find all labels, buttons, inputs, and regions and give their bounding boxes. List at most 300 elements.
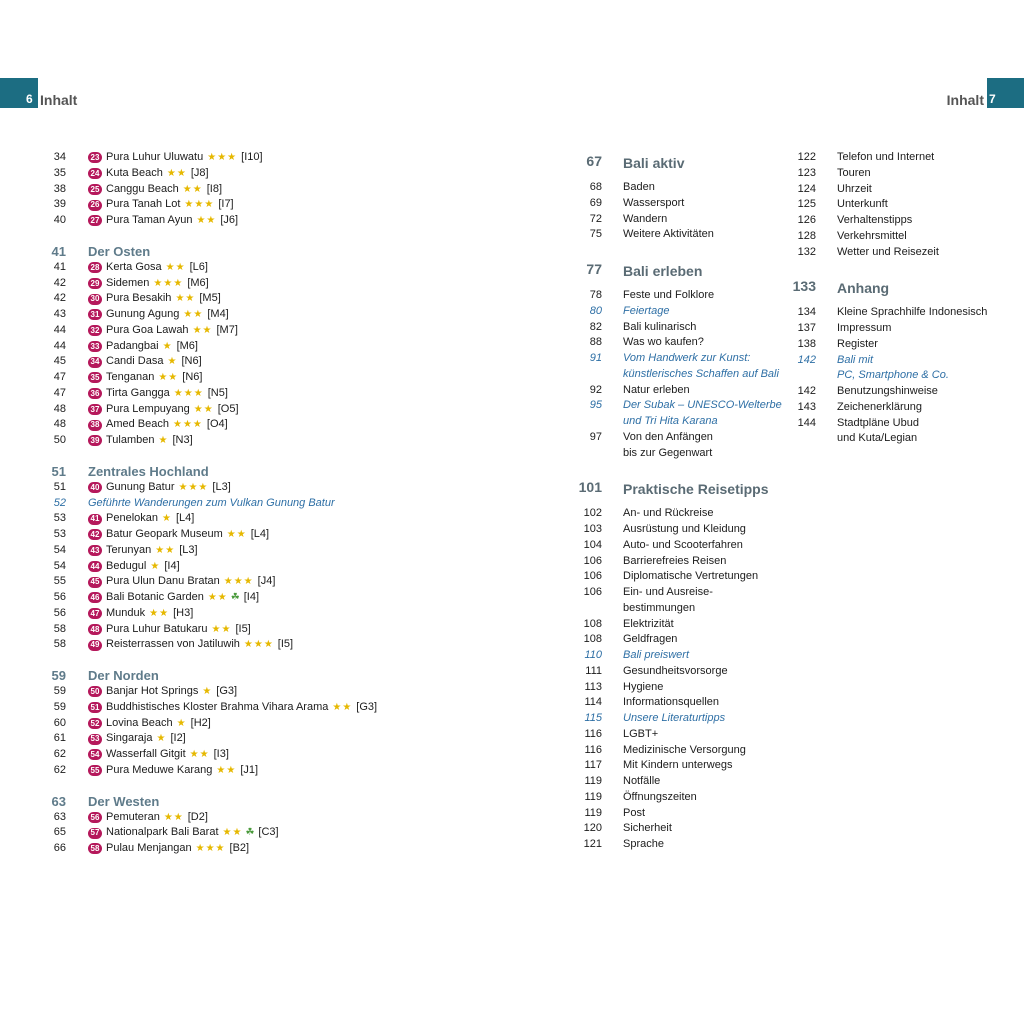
rating-stars-icon: ★★ [158,372,179,383]
entry-title: Der Subak – UNESCO-Welterbe [623,399,782,412]
entry-text-group [623,446,712,462]
entry-title: Hygiene [623,680,664,693]
toc-entry[interactable] [0,569,782,585]
toc-entry[interactable] [0,416,987,432]
entry-text-group [837,197,888,213]
toc-entry[interactable] [0,695,782,711]
entry-title: Geldfragen [623,633,678,646]
page-number: 115 [584,712,602,724]
rating-stars-icon: ★ [162,513,172,525]
toc-entry[interactable] [0,601,782,617]
entry-title: Wetter und Reisezeit [837,245,939,258]
entry-title: Informationsquellen [623,696,720,709]
entry-title: Candi Dasa [106,355,164,368]
sight-number-badge: 43 [88,545,102,556]
entry-title: Anhang [837,280,890,297]
map-grid-reference: [M4] [207,308,229,320]
entry-title: Wasserfall Gitgit [106,748,186,760]
rating-stars-icon: ★★ [189,749,210,760]
entry-title: Pulau Menjangan [106,842,192,854]
map-grid-reference: [J6] [220,214,239,226]
entry-text-group [623,632,677,648]
entry-title: LGBT+ [623,727,659,740]
sight-number-badge: 45 [88,577,102,588]
sight-number-badge: 27 [88,215,102,226]
toc-entry[interactable] [0,806,782,822]
page-number: 88 [589,336,602,349]
header-right [947,78,1024,108]
toc-entry[interactable] [0,837,782,853]
entry-title: Batur Geopark Museum [106,528,223,540]
entry-title: Telefon und Internet [837,151,935,163]
rating-stars-icon: ★★ [196,215,217,226]
entry-title: Tirta Gangga [106,386,170,399]
entry-title: und Tri Hita Karana [623,415,718,427]
entry-text-group [623,695,719,711]
entry-title: Ein- und Ausreise- [623,586,713,598]
entry-text-group [837,353,873,369]
toc-entry[interactable] [0,774,782,790]
page-number: 48 [53,402,66,415]
map-grid-reference: [H3] [173,606,194,619]
sight-number-badge: 31 [88,309,102,320]
page-number: 123 [797,166,816,179]
page-number: 58 [53,622,66,635]
page-number: 67 [586,153,602,169]
toc-entry[interactable] [0,182,987,198]
entry-text-group [623,538,743,554]
page-number: 120 [583,822,602,835]
toc-entry[interactable] [0,617,782,633]
page-number: 52 [53,496,66,509]
map-grid-reference: [I10] [241,151,263,163]
map-grid-reference: [I5] [277,638,294,651]
entry-title: Pura Besakih [106,292,172,305]
toc-entry[interactable] [0,305,987,321]
page-number: 34 [53,151,66,163]
entry-title: Pura Lempuyang [106,402,190,415]
page-number: 45 [53,355,66,368]
map-grid-reference: [M7] [216,323,238,336]
rating-stars-icon: ★★ [216,764,237,776]
entry-title: Amed Beach [106,418,169,431]
page-number: 65 [53,826,66,839]
entry-text-group [623,727,658,743]
sight-number-badge: 39 [88,435,102,446]
toc-entry[interactable] [0,554,782,570]
entry-title: Vom Handwerk zur Kunst: [623,352,751,364]
page-number: 42 [53,276,66,289]
entry-text-group [837,337,878,353]
entry-title: Touren [837,166,871,179]
entry-title: Wandern [623,212,668,225]
entry-title: Register [837,337,878,350]
entry-title: Bali kulinarisch [623,320,697,333]
entry-title: Pemuteran [106,810,160,823]
page-number-left: 6 [0,78,38,108]
sight-number-badge: 29 [88,278,102,289]
entry-title: Tulamben [106,434,155,446]
sight-number-badge: 30 [88,294,102,305]
entry-title: Tenganan [106,371,155,383]
entry-text-group [623,476,769,502]
page-number: 95 [589,399,602,412]
page-number: 116 [584,743,602,756]
entry-title: Nationalpark Bali Barat [106,826,219,839]
header-left [0,78,77,108]
entry-title: Praktische Reisetipps [623,481,769,498]
sight-number-badge: 55 [88,765,102,776]
toc-entry[interactable] [0,384,987,400]
page-number: 97 [589,430,602,443]
entry-title: künstlerisches Schaffen auf Bali [623,367,779,380]
entry-title: Zeichenerklärung [837,400,922,413]
page-number: 142 [797,353,816,366]
entry-text-group [623,648,689,664]
sight-number-badge: 44 [88,561,102,572]
entry-text-group [623,601,695,617]
rating-stars-icon: ★★ [211,623,232,635]
page-number: 41 [51,243,66,259]
sight-number-badge: 52 [88,718,102,729]
entry-title: Sidemen [106,276,150,289]
page-number: 82 [589,320,602,333]
page-number: 119 [584,775,602,787]
toc-entry[interactable] [0,585,782,601]
entry-text-group [837,166,871,182]
map-grid-reference: [G3] [216,685,238,697]
toc-column-3 [0,150,987,447]
sight-number-badge: 26 [88,200,102,211]
rating-stars-icon: ★★ [166,167,187,179]
map-grid-reference: [J4] [257,575,276,588]
toc-entry[interactable] [0,337,987,353]
page-number: 51 [51,463,66,479]
map-grid-reference: [I8] [206,182,223,195]
entry-title: Wassersport [623,196,685,209]
page-number [780,368,816,384]
page-number: 106 [583,586,602,598]
sight-number-badge: 56 [88,812,102,823]
entry-title: Kuta Beach [106,166,163,179]
entry-title: Öffnungszeiten [623,790,697,803]
rating-stars-icon: ★ [156,733,167,745]
map-grid-reference: [I3] [213,748,229,760]
toc-entry[interactable] [0,431,987,447]
map-grid-reference: [I4] [243,591,260,603]
page-number: 56 [53,606,66,619]
entry-title: Bali erleben [623,263,703,279]
toc-entry[interactable] [0,790,782,806]
page-number: 50 [53,434,66,446]
toc-entry[interactable] [0,727,782,743]
sight-number-badge: 57 [88,828,102,839]
entry-title: bis zur Gegenwart [623,446,713,459]
page-number: 62 [53,748,66,760]
section-heading [0,275,987,301]
rating-stars-icon: ★★ [155,544,176,556]
entry-text-group [623,522,746,538]
rating-stars-icon: ★★ [226,529,247,540]
entry-title: Reisterrassen von Jatiluwih [106,638,240,651]
rating-stars-icon: ★★ [149,607,170,619]
sight-number-badge: 24 [88,168,102,179]
page-number: 122 [797,151,816,163]
entry-text-group [623,569,758,585]
page-number: 54 [53,559,66,572]
map-grid-reference: [N6] [181,355,202,368]
map-grid-reference: [O5] [217,402,239,415]
entry-title: Was wo kaufen? [623,336,704,349]
rating-stars-icon: ★★ [175,293,196,305]
entry-title: An- und Rückreise [623,507,714,520]
entry-text-group [623,806,645,822]
toc-entry[interactable] [0,400,987,416]
rating-stars-icon: ★★★ [243,639,274,651]
rating-stars-icon: ★ [167,356,178,368]
toc-entry[interactable] [0,758,782,774]
page-number [566,601,602,617]
page-number: 59 [53,700,66,713]
page-number: 110 [584,649,602,661]
entry-text-group [623,506,714,522]
toc-entry[interactable] [0,680,782,696]
toc-entry[interactable] [0,245,987,261]
entry-title: Bali aktiv [623,155,685,171]
sight-number-badge: 48 [88,624,102,635]
map-grid-reference: [I2] [170,732,186,745]
entry-title: Feste und Folklore [623,289,715,301]
entry-title: Notfälle [623,775,661,787]
map-grid-reference: [I7] [218,198,234,211]
entry-title: und Kuta/Legian [837,432,918,445]
page-number: 72 [589,212,602,225]
toc-entry[interactable] [0,213,987,229]
entry-text-group [837,182,872,198]
page-number: 51 [53,480,66,493]
page-number: 43 [53,308,66,320]
entry-title: Diplomatische Vertretungen [623,570,759,583]
entry-title: Gunung Batur [106,480,175,493]
page-number: 63 [53,810,66,823]
page-number: 35 [53,166,66,179]
entry-title: PC, Smartphone & Co. [837,369,949,382]
page-number: 66 [53,842,66,854]
page-number: 119 [584,806,602,819]
entry-title: Unterkunft [837,198,888,211]
page-number: 54 [53,543,66,556]
sight-number-badge: 37 [88,404,102,415]
page-number: 125 [797,198,816,211]
entry-text-group [623,711,725,727]
entry-title: Bedugul [106,559,147,572]
entry-text-group [837,416,919,432]
map-grid-reference: [N3] [172,434,193,446]
sight-number-badge: 54 [88,749,102,760]
page-number: 47 [53,371,66,383]
entry-title: Verkehrsmittel [837,229,907,242]
entry-title: Pura Luhur Batukaru [106,622,208,635]
entry-text-group [623,554,726,570]
toc-entry[interactable] [0,506,782,522]
page-number: 102 [583,507,602,520]
toc-entry[interactable] [0,197,987,213]
toc-entry[interactable] [0,150,987,166]
sight-number-badge: 51 [88,702,102,713]
entry-text-group [623,585,713,601]
page-number: 38 [53,182,66,195]
sight-number-badge: 46 [88,592,102,603]
entry-text-group [623,758,732,774]
page-number: 111 [585,664,602,677]
entry-title: Bali mit [837,353,874,366]
rating-stars-icon: ★★★ [195,843,226,854]
page-number-right: 7 [987,78,1024,108]
page-number: 44 [53,323,66,336]
rating-stars-icon: ★★ [183,309,204,320]
entry-text-group [837,400,922,416]
sight-number-badge: 40 [88,482,102,493]
entry-title: Mit Kindern unterwegs [623,759,733,772]
nature-leaf-icon: ☘ [230,592,240,603]
entry-title: Bali Botanic Garden [106,591,204,603]
entry-title: Kerta Gosa [106,260,162,273]
toc-entry[interactable] [0,321,987,337]
page-number: 117 [584,759,602,772]
toc-entry[interactable] [0,632,782,648]
rating-stars-icon: ★★ [222,827,243,839]
entry-text-group [837,150,934,166]
entry-title: Stadtpläne Ubud [837,416,919,429]
entry-title: Unsere Literaturtipps [623,712,726,724]
toc-entry[interactable] [0,538,782,554]
entry-title: Medizinische Versorgung [623,743,746,756]
entry-text-group [837,305,987,321]
entry-title: Barrierefreies Reisen [623,554,727,567]
rating-stars-icon: ★ [158,435,169,446]
rating-stars-icon: ★★★ [173,387,204,399]
rating-stars-icon: ★★★ [153,277,184,289]
map-grid-reference: [H2] [190,716,211,729]
entry-title: Geführte Wanderungen zum Vulkan Gunung Batur [88,496,335,509]
header-title-left: Inhalt [40,92,78,108]
entry-title: Ausrüstung und Kleidung [623,523,746,535]
rating-stars-icon: ★★ [192,324,213,336]
section-heading [0,476,782,502]
entry-title: Gesundheitsvorsorge [623,664,728,677]
entry-text-group [623,664,728,680]
sight-number-badge: 34 [88,357,102,368]
page-number: 128 [797,229,816,242]
map-grid-reference: [O4] [206,418,228,431]
rating-stars-icon: ★★★ [178,481,209,493]
entry-title: Elektrizität [623,617,674,630]
page-number: 133 [792,278,816,295]
entry-text-group [623,790,697,806]
page-number: 59 [51,668,66,683]
map-grid-reference: [D2] [187,810,208,823]
page-number: 58 [53,638,66,651]
entry-text-group [623,617,674,633]
map-grid-reference: [L6] [189,260,208,273]
map-grid-reference: [M6] [176,339,198,352]
page-number: 106 [583,554,602,567]
toc-entry[interactable] [0,166,987,182]
entry-title: Sicherheit [623,822,672,835]
toc-entry[interactable] [0,522,782,538]
map-grid-reference: [C3] [258,826,279,839]
page-number: 55 [53,575,66,588]
page-number: 134 [797,306,816,319]
rating-stars-icon: ★★ [163,811,184,823]
sight-number-badge: 42 [88,529,102,540]
map-grid-reference: [I4] [164,559,180,572]
rating-stars-icon: ★★ [165,261,186,273]
toc-entry[interactable] [0,743,782,759]
page-number: 61 [53,732,66,745]
entry-text-group [837,384,938,400]
map-grid-reference: [M6] [187,276,209,289]
map-grid-reference: [L4] [175,512,195,525]
page-number: 114 [584,696,602,709]
entry-title: Der Osten [88,243,151,259]
map-grid-reference: [L4] [250,528,270,540]
toc-entry[interactable] [0,711,782,727]
entry-text-group [837,213,912,229]
entry-text-group [623,821,672,837]
nature-leaf-icon: ☘ [245,827,255,839]
page-number: 132 [797,245,816,258]
entry-title: Natur erleben [623,383,690,396]
entry-title: Pura Taman Ayun [106,214,193,226]
page-number: 69 [589,196,602,209]
sight-number-badge: 38 [88,420,102,431]
entry-title: Pura Luhur Uluwatu [106,151,204,163]
toc-entry[interactable] [0,353,987,369]
toc-entry[interactable] [0,368,987,384]
map-grid-reference: [I5] [235,622,251,635]
entry-title: Gunung Agung [106,308,180,320]
sight-number-badge: 32 [88,325,102,336]
page-number: 53 [53,512,66,525]
page-number: 75 [589,228,602,241]
toc-entry[interactable] [0,648,782,664]
page-number [566,446,602,462]
page-number: 124 [797,182,816,195]
page-number: 113 [584,680,602,693]
page-number: 138 [797,337,816,350]
sight-number-badge: 41 [88,514,102,525]
entry-text-group [623,743,746,759]
page-number: 39 [53,198,66,211]
sight-number-badge: 58 [88,843,102,854]
entry-title: Pura Meduwe Karang [106,763,213,776]
page-number: 104 [583,538,602,551]
entry-title: Munduk [106,606,146,619]
toc-entry[interactable] [0,821,782,837]
toc-entry[interactable] [0,664,782,680]
page-number: 116 [584,727,602,740]
sight-number-badge: 49 [88,640,102,651]
page-number: 126 [797,214,816,226]
map-grid-reference: [N6] [182,371,203,383]
toc-entry[interactable] [0,229,987,245]
toc-entry[interactable] [0,446,782,462]
entry-title: Pura Tanah Lot [106,198,181,211]
map-grid-reference: [B2] [229,842,250,854]
page-number: 62 [53,763,66,776]
sight-number-badge: 35 [88,372,102,383]
